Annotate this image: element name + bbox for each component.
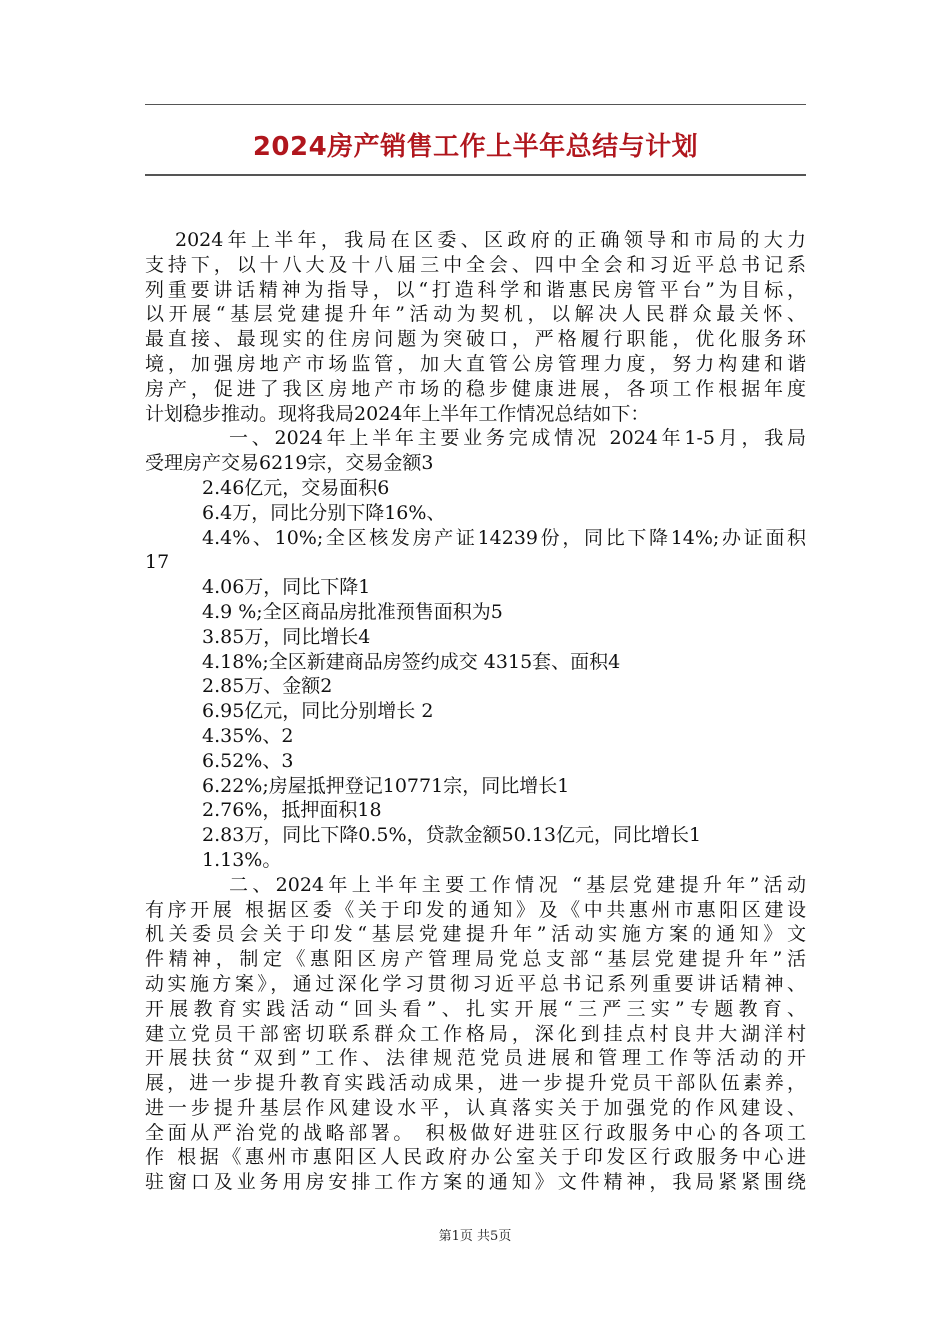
data-line: 6.95亿元，同比分别增长 2 <box>202 700 434 723</box>
text-line: 房产，促进了我区房地产市场的稳步健康进展，各项工作根据年度 <box>145 377 806 400</box>
data-line: 2.76%，抵押面积18 <box>202 799 382 822</box>
text-line: 开展扶贫“双到”工作、法律规范党员进展和管理工作等活动的开 <box>145 1047 806 1070</box>
data-line: 4.06万，同比下降1 <box>202 576 371 599</box>
data-line: 4.4%、10%;全区核发房产证14239份，同比下降14%;办证面积 <box>202 526 806 549</box>
data-line: 4.18%;全区新建商品房签约成交 4315套、面积4 <box>202 650 621 673</box>
text-line: 机关委员会关于印发“基层党建提升年”活动实施方案的通知》文 <box>145 923 806 946</box>
title-rule <box>145 174 806 176</box>
data-line: 6.4万，同比分别下降16%、 <box>202 501 446 524</box>
page-number-footer: 第1页 共5页 <box>438 1229 512 1244</box>
data-line: 4.35%、2 <box>202 724 294 747</box>
text-line: 作 根据《惠州市惠阳区人民政府办公室关于印发区行政服务中心进 <box>145 1146 806 1169</box>
data-line: 2.46亿元，交易面积6 <box>202 476 390 499</box>
document-body <box>145 228 806 1195</box>
text-line: 有序开展 根据区委《关于印发的通知》及《中共惠州市惠阳区建设 <box>145 898 806 921</box>
text-line: 最直接、最现实的住房问题为突破口，严格履行职能，优化服务环 <box>145 328 806 351</box>
text-line: 进一步提升基层作风建设水平，认真落实关于加强党的作风建设、 <box>145 1096 806 1119</box>
text-line: 支持下，以十八大及十八届三中全会、四中全会和习近平总书记系 <box>145 253 806 276</box>
data-line: 4.9 %;全区商品房批准预售面积为5 <box>202 600 503 623</box>
text-line: 以开展“基层党建提升年”活动为契机，以解决人民群众最关怀、 <box>145 303 806 326</box>
text-line: 驻窗口及业务用房安排工作方案的通知》文件精神，我局紧紧围绕 <box>145 1171 806 1194</box>
section-heading-line: 一、2024年上半年主要业务完成情况 2024年1-5月，我局 <box>229 427 806 450</box>
text-line: 境，加强房地产市场监管，加大直管公房管理力度，努力构建和谐 <box>145 352 806 375</box>
text-line: 开展教育实践活动“回头看”、扎实开展“三严三实”专题教育、 <box>145 997 806 1020</box>
text-line: 建立党员干部密切联系群众工作格局，深化到挂点村良井大湖洋村 <box>145 1022 806 1045</box>
header-rule <box>145 104 806 105</box>
data-line: 6.22%;房屋抵押登记10771宗，同比增长1 <box>202 774 570 797</box>
data-line: 17 <box>145 551 170 574</box>
text-line: 受理房产交易6219宗，交易金额3 <box>145 452 434 475</box>
data-line: 2.85万、金额2 <box>202 675 333 698</box>
section-heading-line: 二、2024年上半年主要工作情况 “基层党建提升年”活动 <box>229 873 806 896</box>
data-line: 2.83万，同比下降0.5%，贷款金额50.13亿元，同比增长1 <box>202 824 702 847</box>
text-line: 计划稳步推动。现将我局2024年上半年工作情况总结如下： <box>145 402 650 425</box>
text-line: 展，进一步提升教育实践活动成果，进一步提升党员干部队伍素养， <box>145 1072 806 1095</box>
text-line: 动实施方案》，通过深化学习贯彻习近平总书记系列重要讲话精神、 <box>145 972 806 995</box>
document-title: 2024房产销售工作上半年总结与计划 <box>252 132 699 162</box>
text-line: 2024年上半年，我局在区委、区政府的正确领导和市局的大力 <box>175 229 806 251</box>
data-line: 3.85万，同比增长4 <box>202 625 371 648</box>
data-line: 1.13%。 <box>202 848 282 871</box>
text-line: 件精神，制定《惠阳区房产管理局党总支部“基层党建提升年”活 <box>145 948 806 971</box>
text-line: 全面从严治党的战略部署。 积极做好进驻区行政服务中心的各项工 <box>145 1121 806 1144</box>
text-line: 列重要讲话精神为指导，以“打造科学和谐惠民房管平台”为目标， <box>145 278 806 301</box>
data-line: 6.52%、3 <box>202 749 294 772</box>
